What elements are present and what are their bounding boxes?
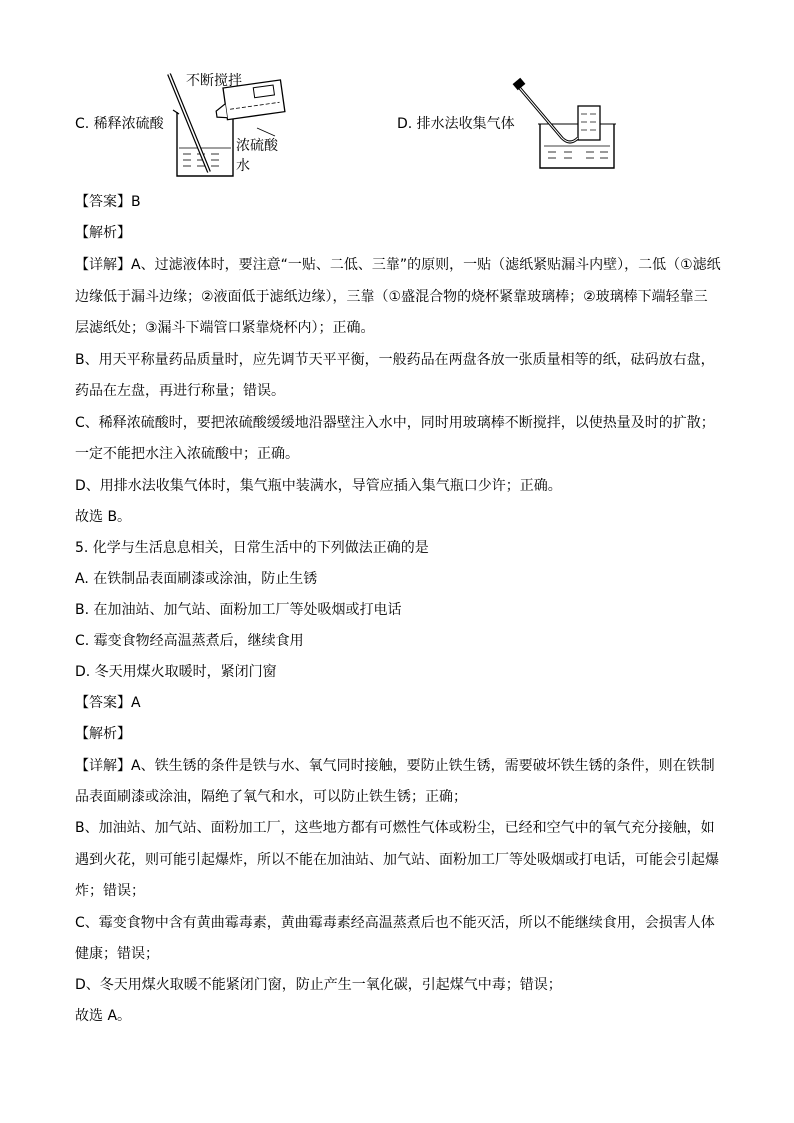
figure-c-label: C. 稀释浓硫酸	[75, 116, 164, 132]
q4-detail-line: B、用天平称量药品质量时，应先调节天平平衡，一般药品在两盘各放一张质量相等的纸，砝码放右盘，	[75, 352, 715, 368]
q5-detail-line: 品表面刷漆或涂油，隔绝了氧气和水，可以防止铁生锈；正确；	[75, 789, 467, 805]
q5-option-d: D. 冬天用煤火取暖时，紧闭门窗	[75, 664, 277, 680]
q5-detail-line: 炸；错误；	[75, 883, 145, 899]
q4-conclusion: 故选 B。	[75, 509, 132, 525]
q5-detail-line: D、冬天用煤火取暖不能紧闭门窗，防止产生一氧化碳，引起煤气中毒；错误；	[75, 977, 562, 993]
q5-option-c: C. 霉变食物经高温蒸煮后，继续食用	[75, 633, 304, 649]
figure-c-stir-label: 不断搅拌	[186, 73, 242, 89]
q4-detail-line: 【详解】A、过滤液体时，要注意“一贴、二低、三靠”的原则，一贴（滤纸紧贴漏斗内壁），二低（①滤纸	[75, 257, 721, 273]
q5-option-b: B. 在加油站、加气站、面粉加工厂等处吸烟或打电话	[75, 602, 402, 618]
q4-detail-line: 层滤纸处；③漏斗下端管口紧靠烧杯内）；正确。	[75, 320, 375, 336]
q4-detail-line: D、用排水法收集气体时，集气瓶中装满水，导管应插入集气瓶口少许；正确。	[75, 478, 562, 494]
q4-detail-line: 药品在左盘，再进行称量；错误。	[75, 383, 285, 399]
q5-detail-line: 【详解】A、铁生锈的条件是铁与水、氧气同时接触，要防止铁生锈，需要破坏铁生锈的条件，则在铁制	[75, 758, 715, 774]
figure-c-water-label: 水	[236, 158, 250, 174]
figure-d-label: D. 排水法收集气体	[397, 116, 515, 132]
figure-d-illustration	[512, 72, 622, 172]
q5-analysis-heading: 【解析】	[75, 726, 131, 742]
q4-detail-line: 边缘低于漏斗边缘；②液面低于滤纸边缘），三靠（①盛混合物的烧杯紧靠玻璃棒；②玻璃棒下端轻靠三	[75, 289, 708, 305]
q5-detail-line: B、加油站、加气站、面粉加工厂，这些地方都有可燃性气体或粉尘，已经和空气中的氧气充分接触，如	[75, 820, 715, 836]
q4-detail-line: 一定不能把水注入浓硫酸中；正确。	[75, 446, 299, 462]
figure-c-acid-label: 浓硫酸	[236, 138, 278, 154]
q5-detail-line: 健康；错误；	[75, 946, 159, 962]
q5-option-a: A. 在铁制品表面刷漆或涂油，防止生锈	[75, 571, 318, 587]
q5-answer: 【答案】A	[75, 695, 141, 711]
q5-detail-line: C、霉变食物中含有黄曲霉毒素，黄曲霉毒素经高温蒸煮后也不能灭活，所以不能继续食用，会损害人体	[75, 915, 715, 931]
q5-conclusion: 故选 A。	[75, 1008, 132, 1024]
q4-answer: 【答案】B	[75, 194, 141, 210]
q4-detail-line: C、稀释浓硫酸时，要把浓硫酸缓缓地沿器壁注入水中，同时用玻璃棒不断搅拌，以使热量及时的扩散；	[75, 415, 715, 431]
q5-detail-line: 遇到火花，则可能引起爆炸，所以不能在加油站、加气站、面粉加工厂等处吸烟或打电话，可能会引起爆	[75, 852, 719, 868]
q4-analysis-heading: 【解析】	[75, 225, 131, 241]
q5-stem: 5. 化学与生活息息相关，日常生活中的下列做法正确的是	[75, 540, 429, 556]
